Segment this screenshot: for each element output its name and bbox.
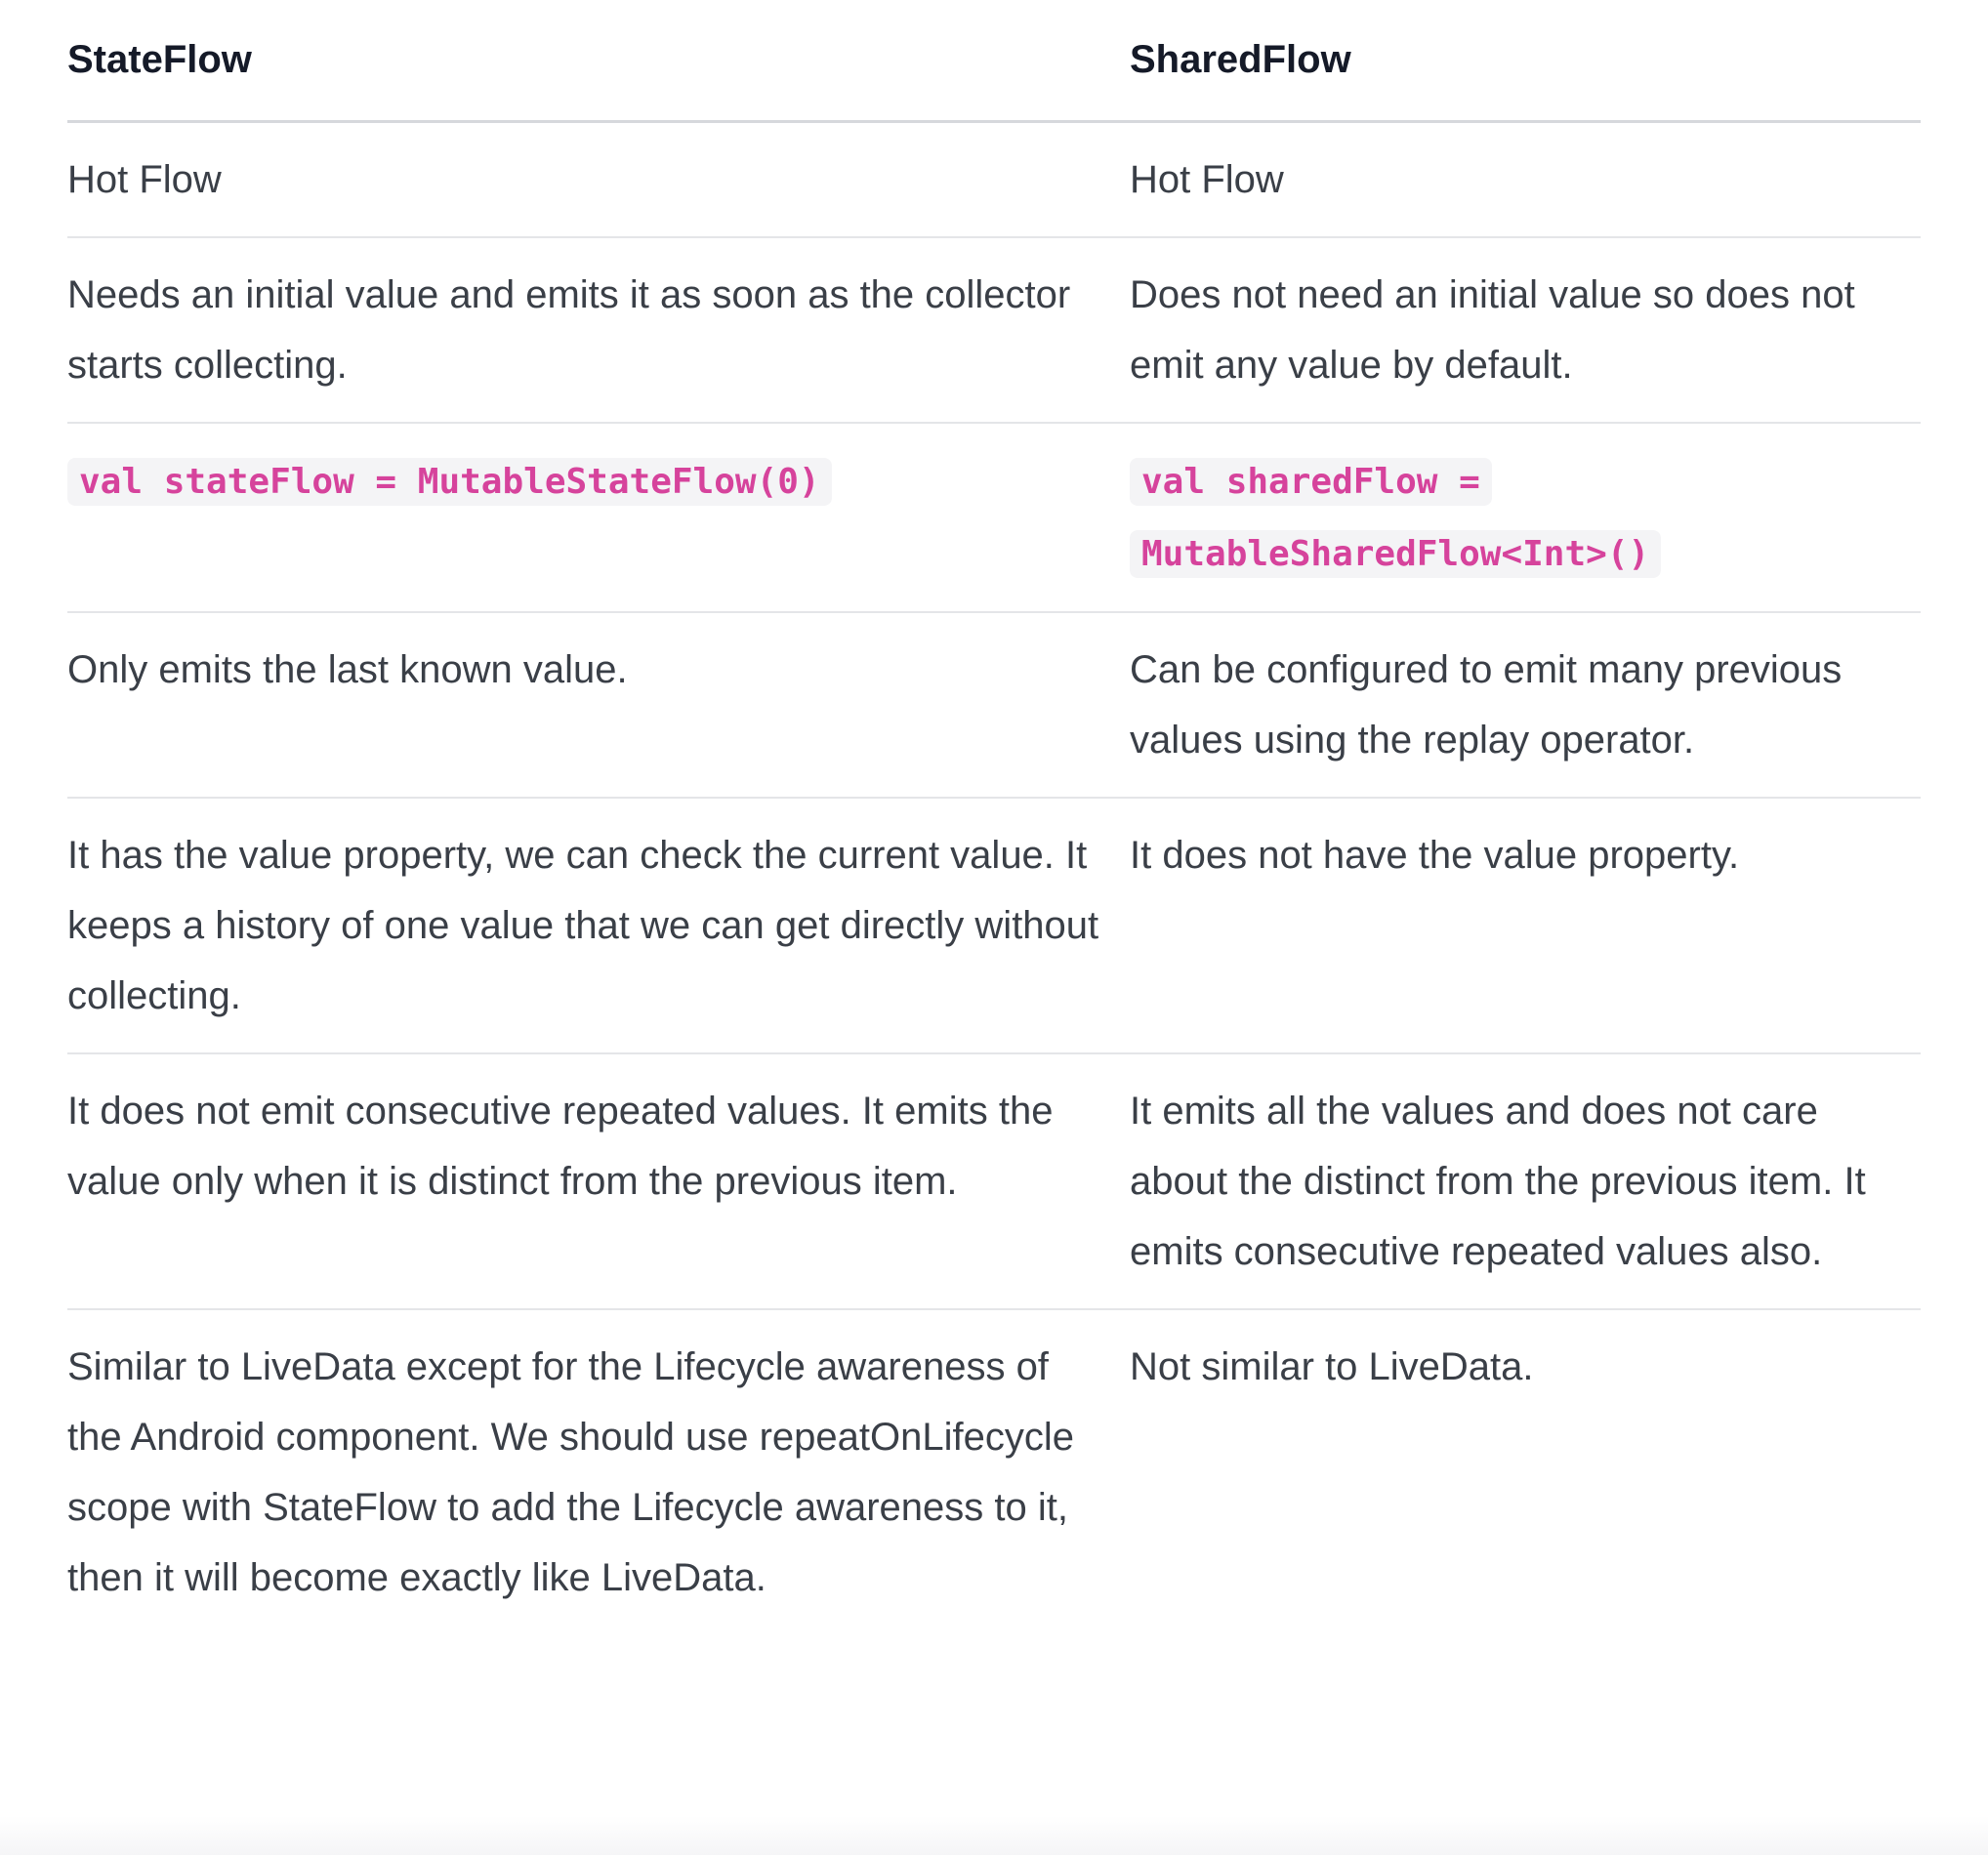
table-row [67, 237, 1921, 423]
cell-stateflow [67, 423, 1130, 612]
header-stateflow: StateFlow [67, 0, 1130, 121]
cell-sharedflow [1130, 423, 1921, 612]
cell-sharedflow: It emits all the values and does not care about the distinct from the previous item. It emits consecutive repeated values also. [1130, 1053, 1921, 1309]
table-row [67, 612, 1921, 798]
table-row [67, 423, 1921, 612]
cell-stateflow: It does not emit consecutive repeated values. It emits the value only when it is distinct from the previous item. [67, 1053, 1130, 1309]
comparison-table-container [67, 0, 1921, 1634]
table-row [67, 1053, 1921, 1309]
cell-sharedflow: Can be configured to emit many previous values using the replay operator. [1130, 612, 1921, 798]
cell-sharedflow: Hot Flow [1130, 121, 1921, 237]
cell-stateflow: It has the value property, we can check the current value. It keeps a history of one value that we can get directly without collecting. [67, 798, 1130, 1053]
header-sharedflow: SharedFlow [1130, 0, 1921, 121]
bottom-fade [0, 1816, 1988, 1855]
table-header-row [67, 0, 1921, 121]
stateflow-code-snippet: val stateFlow = MutableStateFlow(0) [67, 458, 832, 506]
cell-stateflow: Needs an initial value and emits it as soon as the collector starts collecting. [67, 237, 1130, 423]
cell-stateflow: Hot Flow [67, 121, 1130, 237]
cell-sharedflow: Does not need an initial value so does not emit any value by default. [1130, 237, 1921, 423]
table-row [67, 798, 1921, 1053]
cell-sharedflow: Not similar to LiveData. [1130, 1344, 1534, 1388]
cell-sharedflow: It does not have the value property. [1130, 798, 1921, 1053]
sharedflow-code-snippet: val sharedFlow = MutableSharedFlow<Int>() [1130, 458, 1661, 578]
table-row [67, 1309, 1921, 1634]
comparison-table [67, 0, 1921, 1634]
cell-stateflow: Only emits the last known value. [67, 612, 1130, 798]
table-row [67, 121, 1921, 237]
cell-stateflow: Similar to LiveData except for the Lifecycle awareness of the Android component. We should use repeatOnLifecycle scope with StateFlow to add the Lifecycle awareness to it, then it will become exactly like LiveData. [67, 1344, 1075, 1599]
